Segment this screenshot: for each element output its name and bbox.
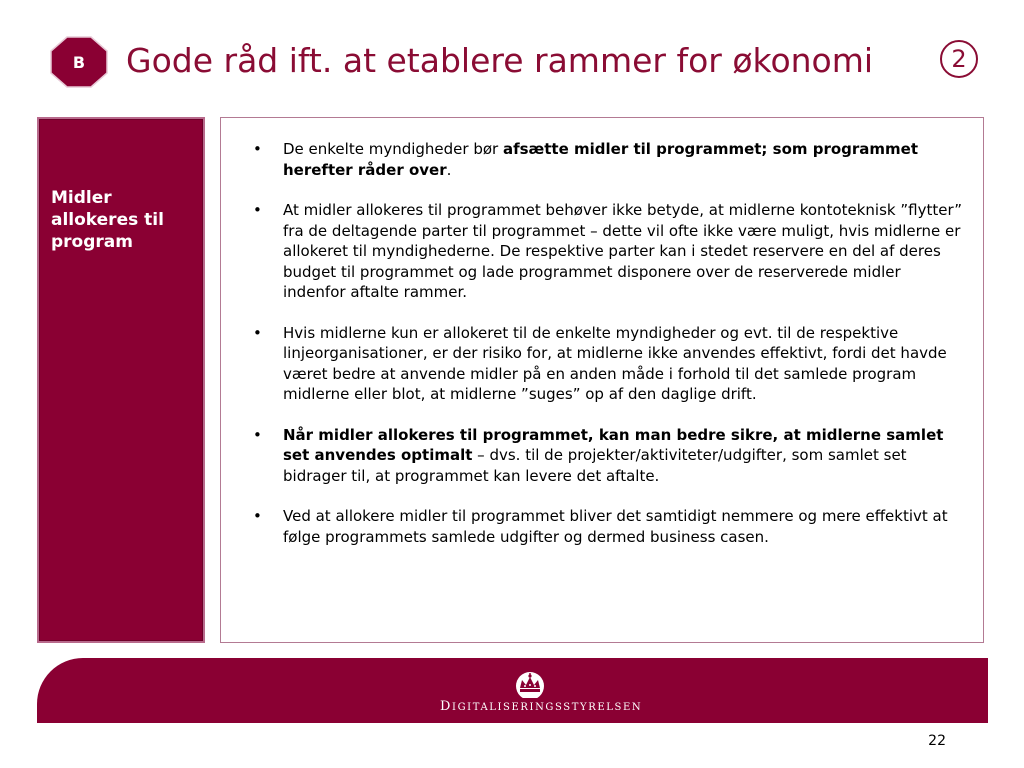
- bullet-item: [253, 506, 963, 547]
- bullet-text-part: At midler allokeres til programmet behøver ikke betyde, at midlerne kontoteknisk ”flytter” fra de deltagende parter til programmet – dette vil ofte ikke være muligt, hvis midlerne er allokeret til myndighederne. De respektive parter kan i stedet reservere en del af deres budget til programmet og lade programmet disponere over de reserverede midler indenfor aftalte rammer.: [283, 201, 963, 301]
- bullet-text: [283, 140, 918, 179]
- section-badge-label: B: [72, 52, 86, 72]
- bullet-dot: •: [253, 507, 262, 525]
- logo-text-rest: IGITALISERINGSSTYRELSEN: [452, 702, 643, 713]
- page-title: Gode råd ift. at etablere rammer for økonomi: [126, 41, 874, 80]
- bullet-text-bold: afsætte midler til programmet; som programmet herefter råder over: [283, 140, 919, 179]
- bullet-dot: •: [253, 323, 262, 342]
- bullet-text: [283, 324, 947, 404]
- logo-text-initial: D: [440, 699, 453, 714]
- bullet-dot: •: [253, 201, 262, 219]
- section-badge: [50, 36, 108, 88]
- content-panel: [220, 117, 984, 643]
- bullet-text-part: .: [446, 160, 452, 179]
- bullet-text-bold: Når midler allokeres til programmet, kan man bedre sikre, at midlerne samlet set anvendes optimalt: [283, 425, 944, 464]
- bullet-dot: •: [253, 140, 262, 158]
- bullet-item: [253, 139, 963, 180]
- bullet-item: [253, 425, 963, 487]
- crown-icon: [508, 670, 552, 698]
- bullet-dot: •: [253, 425, 262, 444]
- bullet-text-part: – dvs. til de projekter/aktiviteter/udgifter, som samlet set bidrager til, at programmet kan levere det aftalte.: [283, 446, 907, 485]
- bullet-item: [253, 200, 963, 303]
- logo-text: [440, 699, 643, 714]
- bullet-text: [283, 201, 962, 301]
- bullet-text-part: De enkelte myndigheder bør: [283, 140, 503, 158]
- bullet-text-part: Hvis midlerne kun er allokeret til de enkelte myndigheder og evt. til de respektive linjeorganisationer, er der risiko for, at midlerne ikke anvendes effektivt, fordi det havde været bedre at anvende midler på en anden måde i forhold til det samlede program midlerne eller blot, at midlerne ”suges” op af den daglige drift.: [283, 323, 947, 403]
- bullet-item: [253, 323, 963, 405]
- step-number: 2: [940, 40, 978, 78]
- bullet-list: [253, 139, 963, 567]
- sidebar-panel: [37, 117, 205, 643]
- bullet-text-part: Ved at allokere midler til programmet bliver det samtidigt nemmere og mere effektivt at følge programmets samlede udgifter og dermed business casen.: [283, 507, 948, 546]
- bullet-text: [283, 507, 948, 546]
- page-number: 22: [928, 733, 946, 749]
- bullet-text: [283, 426, 943, 485]
- sidebar-label: Midler allokeres til program: [51, 188, 164, 252]
